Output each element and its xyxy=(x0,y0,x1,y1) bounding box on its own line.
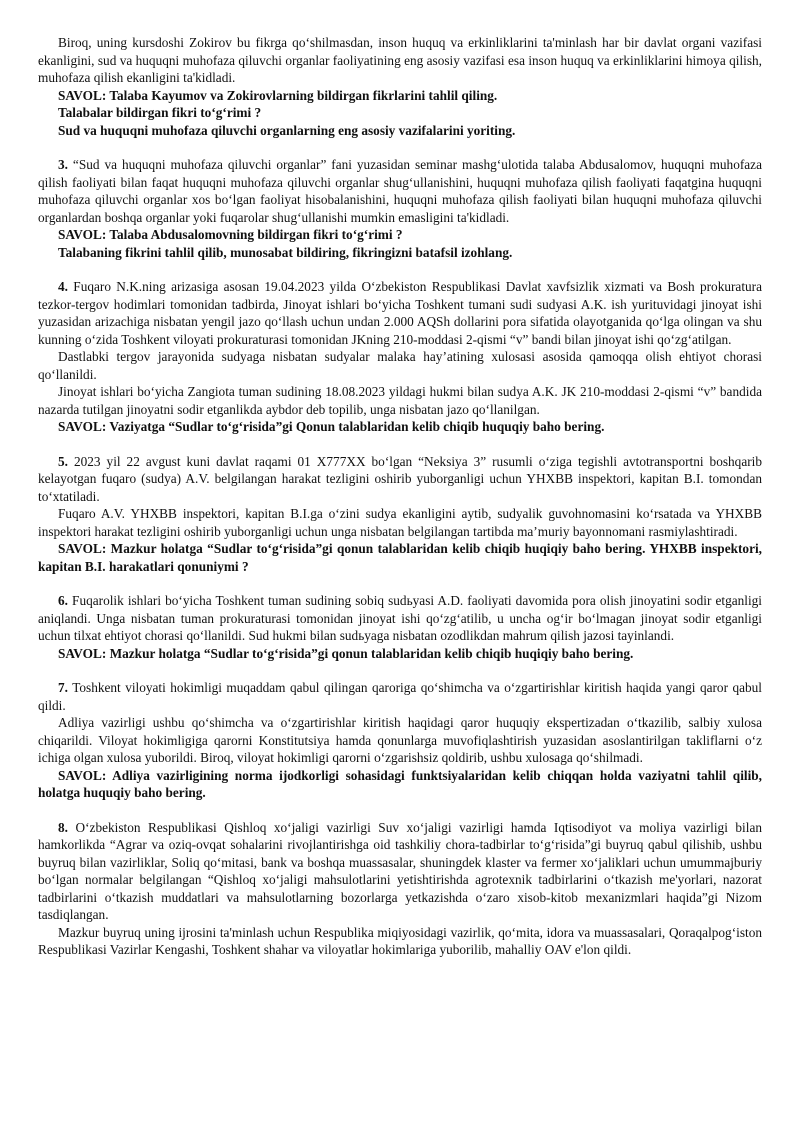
case-text: Toshkent viloyati hokimligi muqaddam qabul qilingan qaroriga qoʻshimcha va oʻzgartirishlar kiritish haqida yangi qaror qabul qildi. xyxy=(38,680,762,713)
case-4-paragraph xyxy=(38,278,762,348)
question: SAVOL: Adliya vazirligining norma ijodkorligi sohasidagi funktsiyalaridan kelib chiqqan holda vaziyatni tahlil qilib, holatga huquqiy baho bering. xyxy=(38,767,762,800)
paragraph: Dastlabki tergov jarayonida sudyaga nisbatan sudyalar malaka hayʼatining xulosasi asosida qamoqqa olish ehtiyot chorasi qoʻllanildi. xyxy=(38,349,762,382)
paragraph: Adliya vazirligi ushbu qoʻshimcha va oʻzgartirishlar kiritish haqidagi qaror huquqiy ekspertizadan oʻtkazilib, salbiy xulosa chiqarildi. Viloyat hokimligiga qarorni Konstitutsiya hamda qonunlarga muvofiqlashtirish yuzasidan asoslantirilgan takliflarni oʻz ichiga olgan xulosa yuborildi. Biroq, viloyat hokimligi qarorni oʻzgarishsiz qoldirib, ushbu xulosaga qoʻshilmadi. xyxy=(38,715,762,765)
case-text: 2023 yil 22 avgust kuni davlat raqami 01 X777XX boʻlgan “Neksiya 3” rusumli oʻziga tegishli avtotransportni boshqarib kelayotgan fuqaro (sudya) A.V. belgilangan harakat tezligini oshirib yuborganligi uchun YHXBB inspektori, kapitan B.I. tomondan toʻxtatiladi. xyxy=(38,453,762,504)
paragraph: Biroq, uning kursdoshi Zokirov bu fikrga qoʻshilmasdan, inson huquq va erkinliklarini ta'minlash har bir davlat organi vazifasi ekanligini, sud va huquqni muhofaza qiluvchi organlar faoliyatining eng asosiy vazifasi esa inson huquq va erkinliklarini himoya qilish, muhofaza qilish ekanligini ta'kidladi. xyxy=(38,35,762,85)
paragraph: Fuqaro A.V. YHXBB inspektori, kapitan B.I.ga oʻzini sudya ekanligini aytib, sudyalik guvohnomasini koʻrsatada va YHXBB inspektori harakat tezligini oshirib yuborganligi uchun unga nisbatan belgilangan tartibda maʼmuriy bayonnomani rasmiylashtiradi. xyxy=(38,506,762,539)
question: Talabalar bildirgan fikri toʻgʻrimi ? xyxy=(58,105,262,120)
question: Talabaning fikrini tahlil qilib, munosabat bildiring, fikringizni batafsil izohlang. xyxy=(58,244,513,260)
case-text: Oʻzbekiston Respublikasi Qishloq xoʻjaligi vazirligi Suv xoʻjaligi vazirligi hamda Iqtisodiyot va moliya vazirligi bilan hamkorlikda “Agrar va oziq-ovqat sohalarini rivojlantirishga oid tashkiliy chora-tadbirlar toʻgʻrisida”gi buyruq qabul qilishib, ushbu buyruq bilan vazirliklar, Soliq qoʻmitasi, bank va boshqa muassasalar, shuningdek klaster va fermer xoʻjaliklari uchun umummajburiy boʻlgan normalar belgilangan “Qishloq xoʻjaligi mahsulotlarini yetishtirishda agrotexnik tadbirlarini oʻtkazish me'yorlari, nazorat tadbirlarini oʻtkazish muddatlari va mahsulotlarning bozorlarga yetkazishda oʻzaro xisob-kitob mexanizmlari haqida”gi Nizom tasdiqlangan. xyxy=(38,819,762,922)
case-number: 3. xyxy=(58,157,68,172)
question: Sud va huquqni muhofaza qiluvchi organlarning eng asosiy vazifalarini yoriting. xyxy=(58,122,516,138)
question: SAVOL: Talaba Kayumov va Zokirovlarning bildirgan fikrlarini tahlil qiling. xyxy=(58,87,498,103)
case-6-paragraph xyxy=(38,592,762,645)
paragraph: Mazkur buyruq uning ijrosini ta'minlash uchun Respublika miqiyosidagi vazirlik, qoʻmita, idora va muassasalari, Qoraqalpogʻiston Respublikasi Vazirlar Kengashi, Toshkent shahar va viloyatlar hokimlariga yuborilib, mahalliy OAV e'lon qildi. xyxy=(38,924,762,957)
case-number: 8. xyxy=(58,819,68,835)
case-number: 7. xyxy=(58,680,68,695)
case-5-paragraph xyxy=(38,453,762,506)
case-8-paragraph xyxy=(38,819,762,924)
case-number: 5. xyxy=(58,453,68,469)
case-number: 4. xyxy=(58,279,68,294)
question: SAVOL: Mazkur holatga “Sudlar toʻgʻrisida”gi qonun talablaridan kelib chiqib huqiqiy baho bering. YHXBB inspektori, kapitan B.I. harakatlari qonuniymi ? xyxy=(38,541,762,574)
case-number: 6. xyxy=(58,593,68,608)
question: SAVOL: Talaba Abdusalomovning bildirgan fikri toʻgʻrimi ? xyxy=(58,227,403,242)
question: SAVOL: Vaziyatga “Sudlar toʻgʻrisida”gi Qonun talablaridan kelib chiqib huquqiy baho bering. xyxy=(58,419,605,434)
case-7-paragraph xyxy=(38,679,762,714)
case-text: “Sud va huquqni muhofaza qiluvchi organlar” fani yuzasidan seminar mashgʻulotida talaba Abdusalomov, huquqni muhofaza qilish faoliyati bilan faqat huquqni muhofaza qiluvchi organlar shugʻullanishini, huquqni muhofaza qilish faoliyati faqatgina huquqni muhofaza qiluvchi organlar xos boʻlgan faoliyat hisobalanishini, huquqni muhofaza qilish faoliyati bilan huquqni muhofaza qiluvchi organlardan boshqa organlar yoki fuqarolar shugʻullanishi mumkin emasligini ta'kidladi. xyxy=(38,157,762,225)
case-3-paragraph xyxy=(38,156,762,226)
case-text: Fuqarolik ishlari boʻyicha Toshkent tuman sudining sobiq sudьyasi A.D. faoliyati davomida pora olish jinoyatini sodir etganligi aniqlandi. Unga nisbatan tuman prokuraturasi tomonidan jinoyat ishi qoʻzgʻatilib, u uncha ogʻir boʻlmagan jinoyat sodir etganligi uchun tilxat ehtiyot chorasi qoʻllanildi. Sud hukmi bilan sudьyaga nisbatan ozodlikdan mahrum qilish jazosi tayinlandi. xyxy=(38,593,762,643)
paragraph: Jinoyat ishlari boʻyicha Zangiota tuman sudining 18.08.2023 yildagi hukmi bilan sudya A.K. JK 210-moddasi 2-qismi “v” bandida nazarda tutilgan jinoyatni sodir etganlikda aybdor deb topilib, unga nisbatan jazo qoʻllanilgan. xyxy=(38,384,762,417)
case-text: Fuqaro N.K.ning arizasiga asosan 19.04.2023 yilda Oʻzbekiston Respublikasi Davlat xavfsizlik xizmati va Bosh prokuratura tezkor-tergov hodimlari tomonidan tadbirda, Jinoyat ishlari boʻyicha Toshkent tumani sudi sudyasi A.K. ish yurituvidagi jinoyat ishi yuzasidan arizachiga nisbatan yengil jazo qoʻllash uchun undan 2.000 AQSh dollarini pora sifatida olayotganida qoʻlga olingan va shu kunning oʻzida Toshkent viloyati prokuraturasi tomonidan JKning 210-moddasi 2-qismi “v” bandi bilan jinoyat ishi qoʻzgʻatilgan. xyxy=(38,279,762,347)
question: SAVOL: Mazkur holatga “Sudlar toʻgʻrisida”gi qonun talablaridan kelib chiqib huqiqiy baho bering. xyxy=(58,645,634,661)
